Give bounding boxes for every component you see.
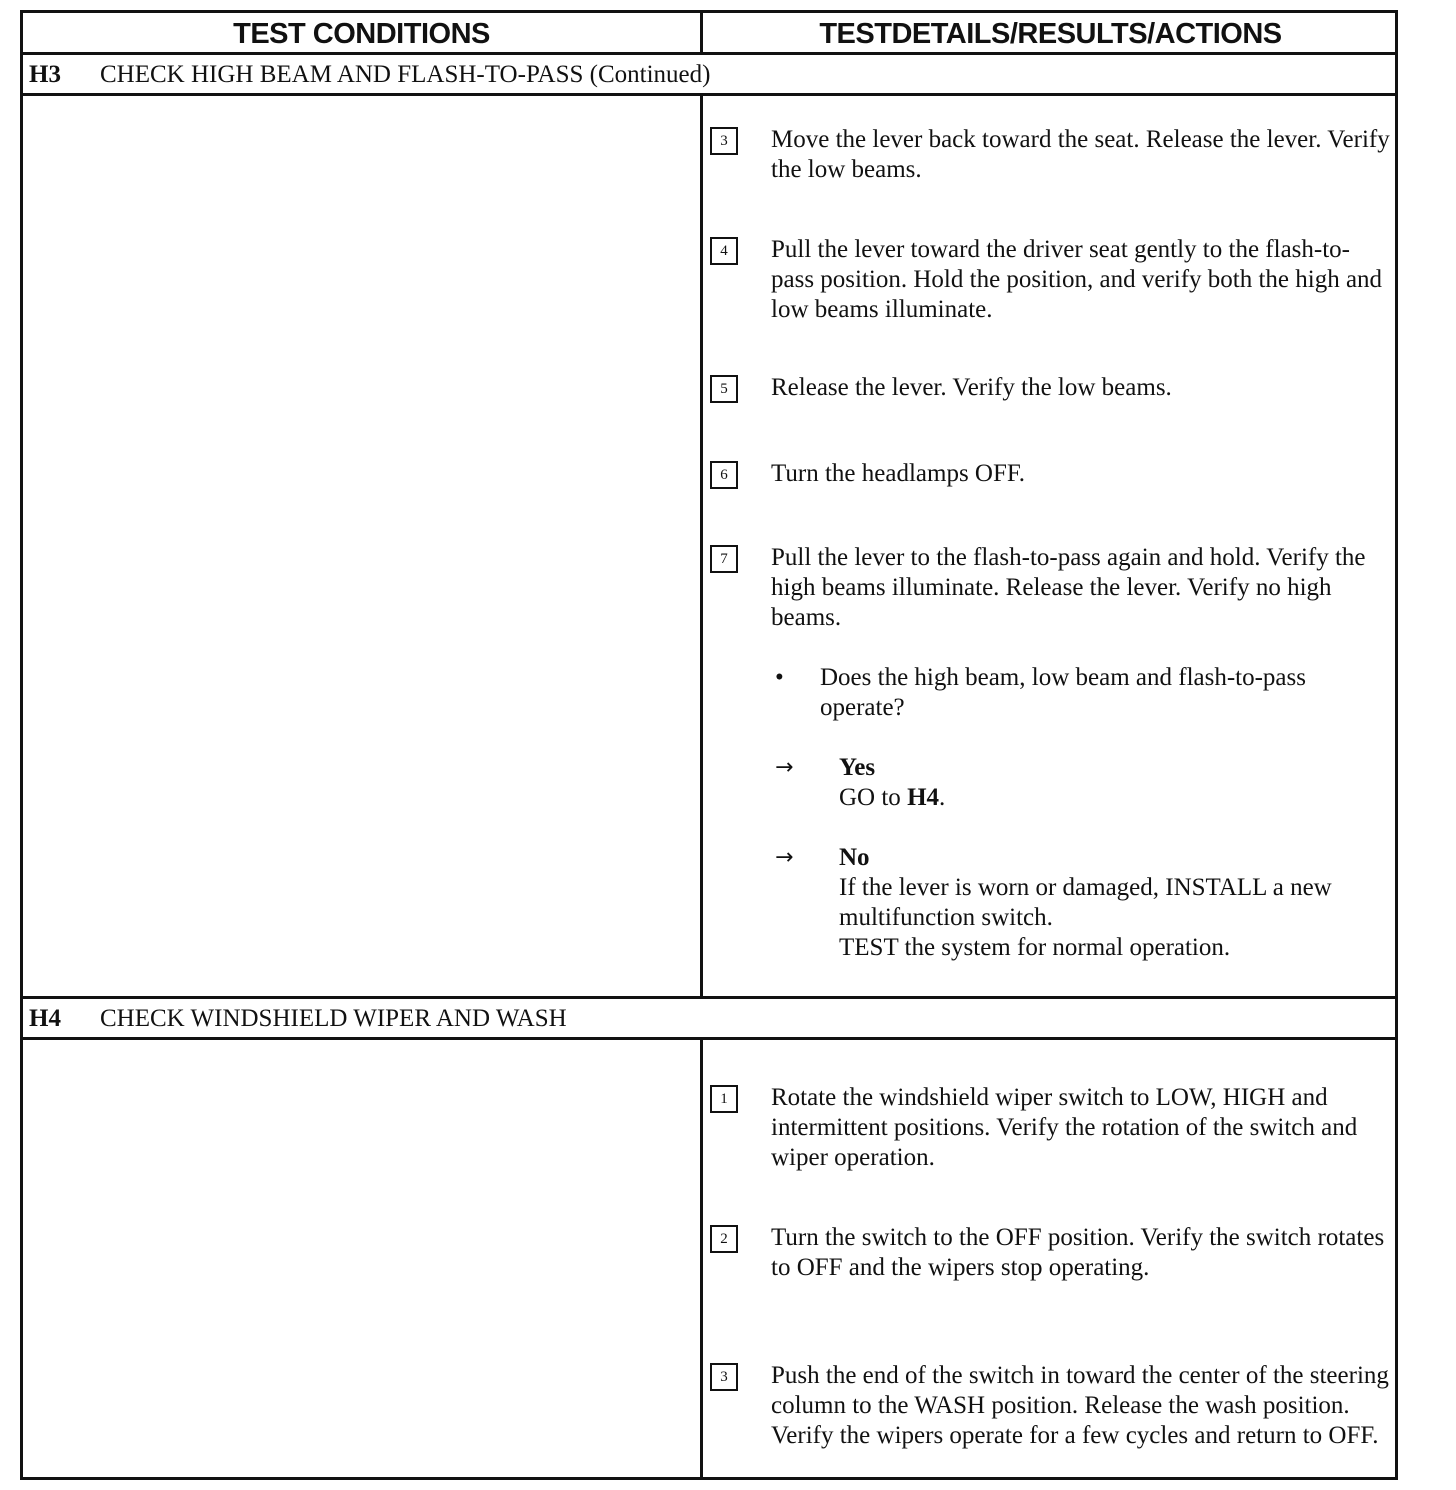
diagnostic-table <box>20 10 1398 1480</box>
arrow-right-icon: → <box>775 755 794 780</box>
arrow-right-icon: → <box>775 845 794 870</box>
answer-action-target: H4 <box>907 784 940 811</box>
section-h3-title-row <box>23 55 1395 93</box>
step-number-box: 1 <box>710 1085 738 1113</box>
step-number-box: 7 <box>710 545 738 573</box>
section-h4-title: CHECK WINDSHIELD WIPER AND WASH <box>100 1005 567 1032</box>
test-details-heading: TESTDETAILS/RESULTS/ACTIONS <box>819 18 1282 50</box>
section-h3-title: CHECK HIGH BEAM AND FLASH-TO-PASS (Continued) <box>100 61 711 88</box>
answer-action-suffix: . <box>939 784 946 811</box>
step-number-box: 4 <box>710 237 738 265</box>
h3-question: Does the high beam, low beam and flash-to-pass operate? <box>820 664 1306 721</box>
step-number-box: 2 <box>710 1225 738 1253</box>
step-text: Rotate the windshield wiper switch to LOW, HIGH and intermittent positions. Verify the rotation of the switch and wiper operation. <box>771 1084 1358 1171</box>
section-h4-title-row <box>23 999 1395 1037</box>
section-h3-id: H3 <box>29 61 61 88</box>
answer-label: Yes <box>839 754 876 781</box>
step-number-box: 3 <box>710 1363 738 1391</box>
column-divider <box>700 1040 703 1480</box>
answer-action: TEST the system for normal operation. <box>839 934 1231 961</box>
section-h4-id: H4 <box>29 1005 61 1032</box>
step-text: Turn the headlamps OFF. <box>771 460 1026 487</box>
divider <box>23 93 1395 96</box>
step-text: Turn the switch to the OFF position. Verify the switch rotates to OFF and the wipers stop operating. <box>771 1224 1385 1281</box>
answer-label: No <box>839 844 870 871</box>
divider <box>23 1037 1395 1040</box>
bullet-icon: • <box>775 664 784 691</box>
step-number-box: 6 <box>710 461 738 489</box>
step-text: Release the lever. Verify the low beams. <box>771 374 1172 401</box>
step-text: Pull the lever to the flash-to-pass again and hold. Verify the high beams illuminate. Release the lever. Verify no high beams. <box>771 544 1366 631</box>
step-number-box: 3 <box>710 127 738 155</box>
h3-answer-no <box>839 843 1394 963</box>
step-text: Push the end of the switch in toward the center of the steering column to the WASH position. Release the wash position. Verify the wipers operate for a few cycles and return to OFF. <box>771 1362 1389 1449</box>
step-number-box: 5 <box>710 375 738 403</box>
step-text: Pull the lever toward the driver seat gently to the flash-to-pass position. Hold the position, and verify both the high and low beams illuminate. <box>771 236 1383 323</box>
answer-action: If the lever is worn or damaged, INSTALL a new multifunction switch. <box>839 874 1332 931</box>
table-header <box>23 13 1395 55</box>
step-text: Move the lever back toward the seat. Release the lever. Verify the low beams. <box>771 126 1390 183</box>
answer-action-prefix: GO to <box>839 784 908 811</box>
header-divider <box>700 13 703 55</box>
test-conditions-heading: TEST CONDITIONS <box>233 18 490 50</box>
column-divider <box>700 96 703 996</box>
h3-answer-yes <box>839 753 1394 813</box>
